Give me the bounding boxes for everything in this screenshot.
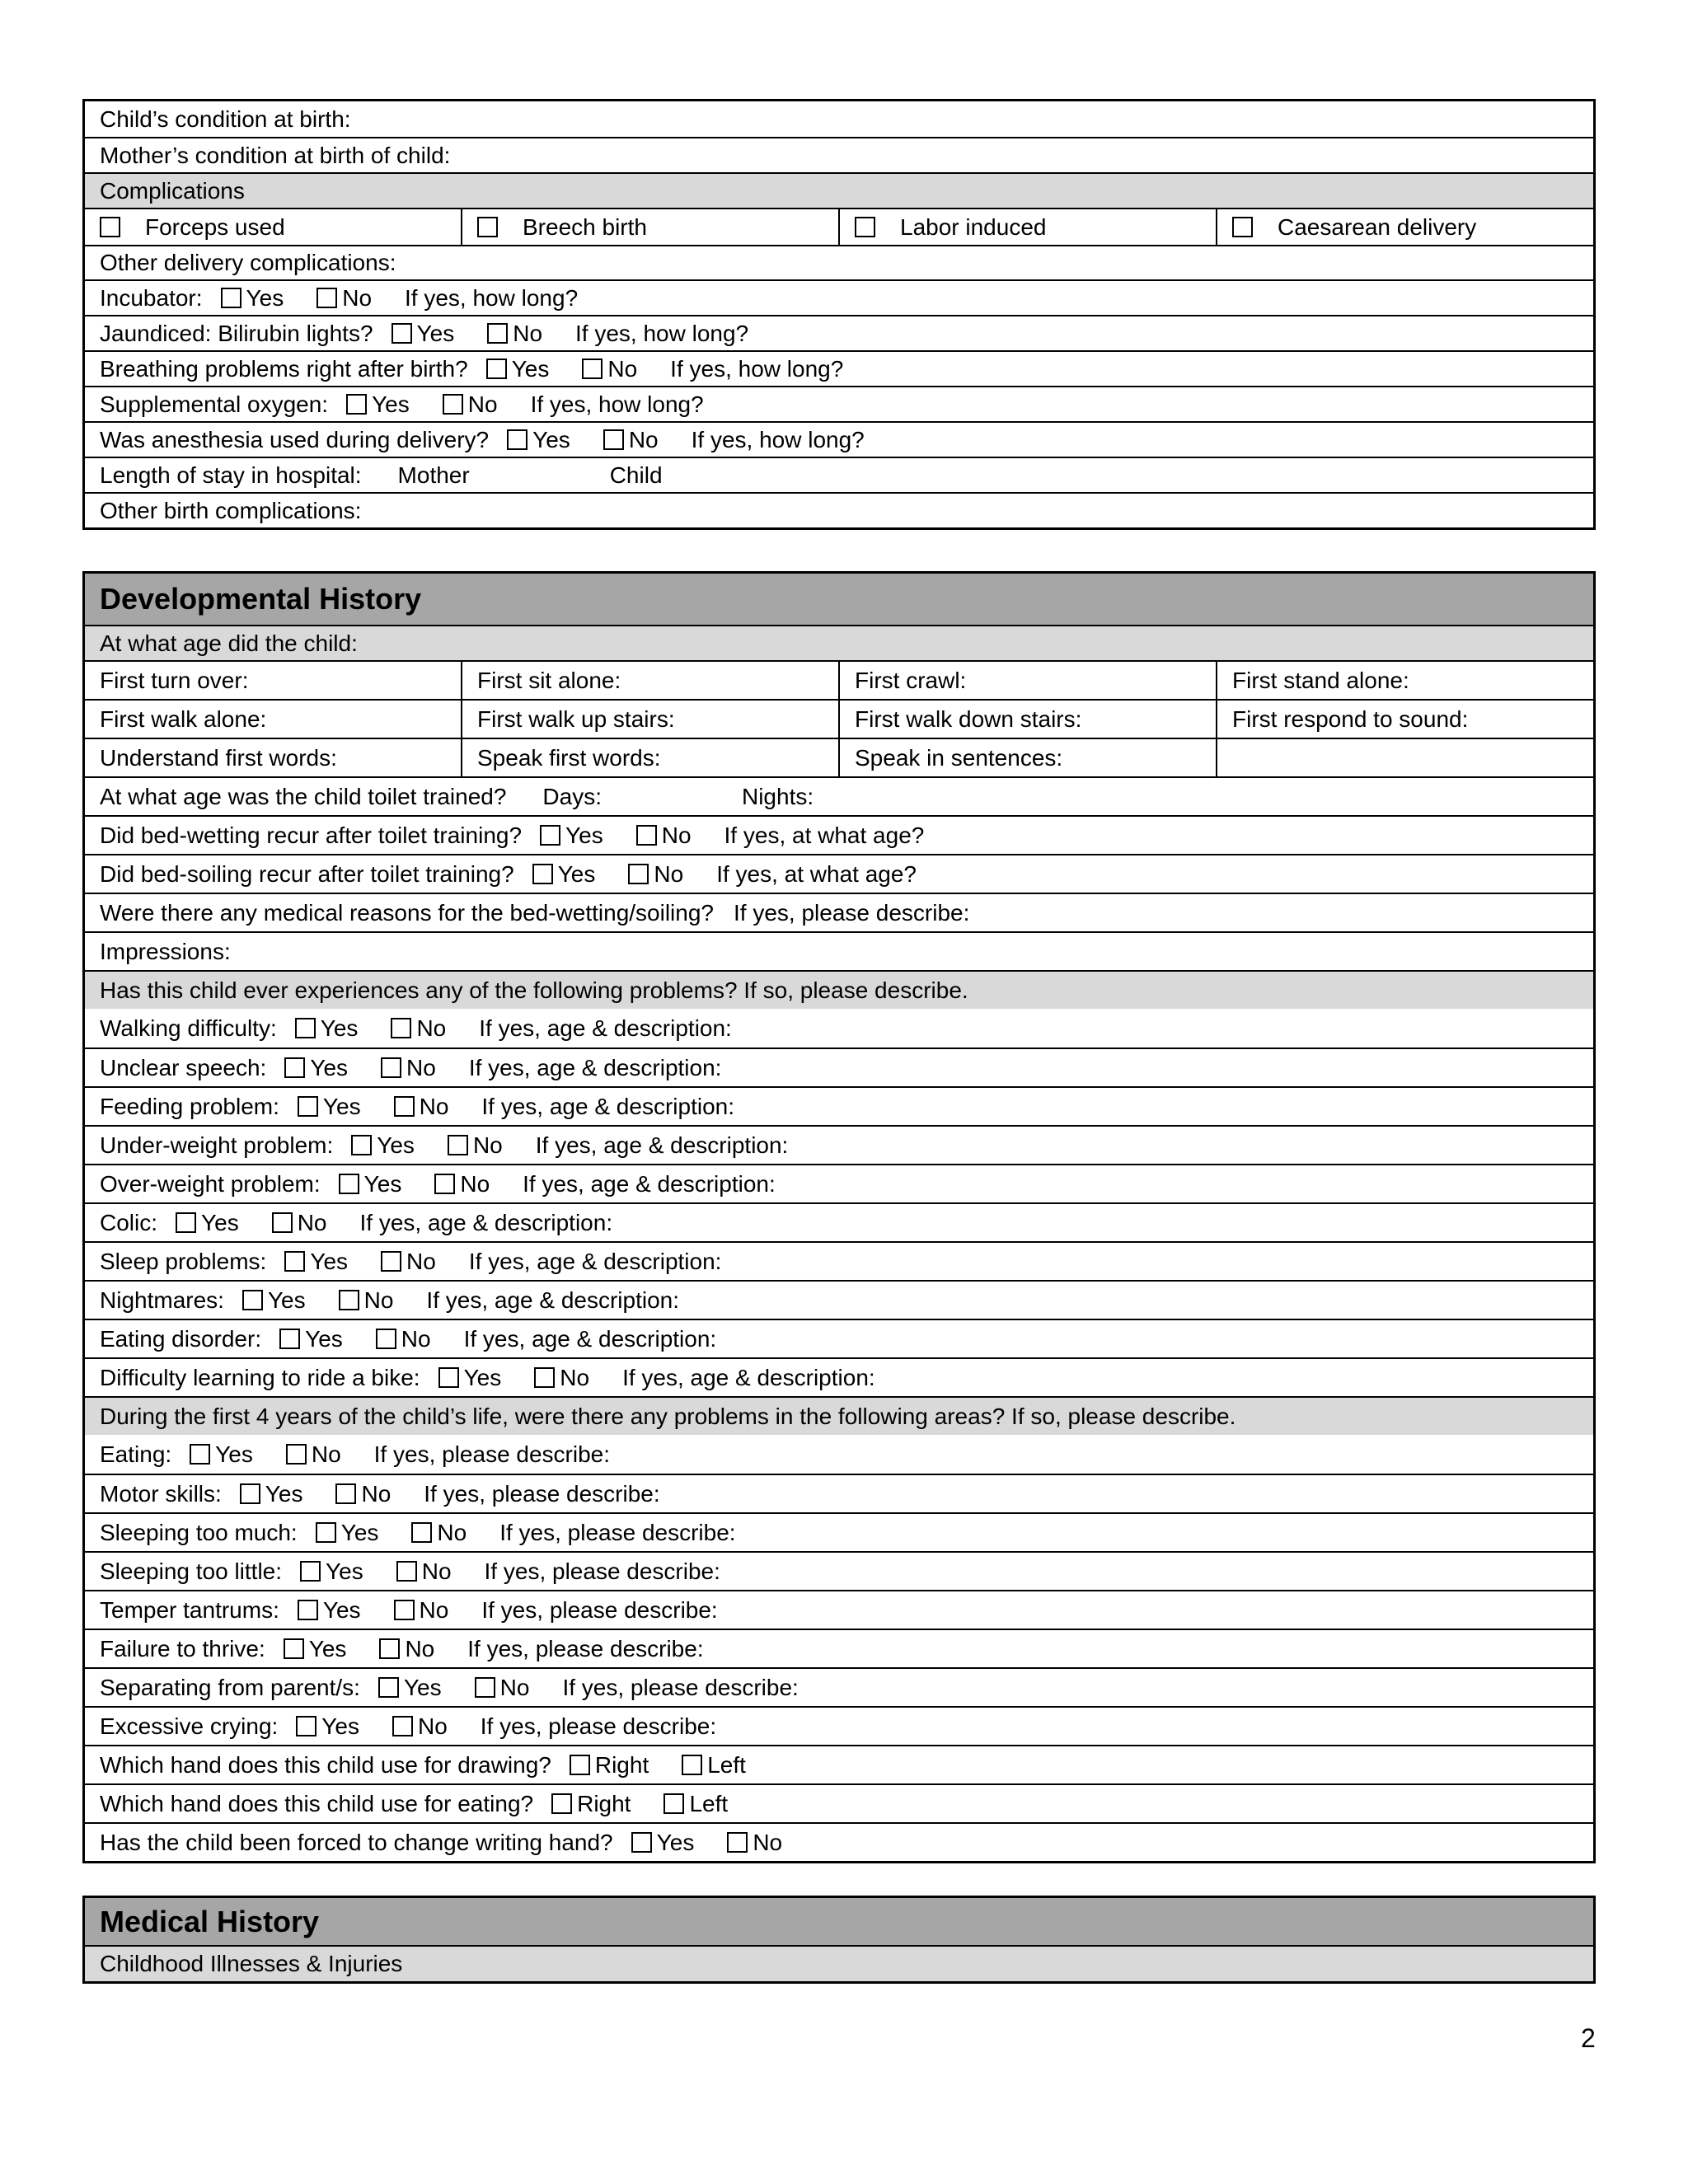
milestones-row-1	[85, 660, 1593, 699]
no-label: No	[419, 1596, 449, 1623]
problem-row	[85, 1009, 1593, 1047]
age-header	[85, 625, 1593, 660]
no-label: No	[437, 1519, 467, 1545]
problem-description-label: If yes, age & description:	[426, 1286, 680, 1313]
milestone-cell[interactable]: First respond to sound:	[1216, 701, 1593, 738]
no-label: No	[460, 1170, 490, 1197]
breech-cell	[461, 209, 838, 245]
area-label: Eating:	[100, 1441, 172, 1467]
oxygen-row	[85, 386, 1593, 421]
no-label: No	[753, 1829, 783, 1855]
area-row	[85, 1512, 1593, 1551]
no-label: No	[401, 1325, 431, 1352]
caesarean-label: Caesarean delivery	[1278, 213, 1477, 240]
jaundiced-yes-checkbox[interactable]	[392, 323, 412, 344]
milestone-cell[interactable]: Speak in sentences:	[838, 739, 1216, 776]
medical-reasons-row[interactable]	[85, 893, 1593, 931]
area-label: Temper tantrums:	[100, 1596, 279, 1623]
problem-label: Difficulty learning to ride a bike:	[100, 1364, 420, 1390]
yes-label: Yes	[403, 1674, 442, 1700]
problem-yes-checkbox[interactable]	[438, 1367, 459, 1388]
area-row	[85, 1667, 1593, 1706]
no-label: No	[607, 355, 638, 382]
yes-label: Yes	[215, 1441, 253, 1467]
problem-label: Feeding problem:	[100, 1093, 279, 1119]
milestone-cell[interactable]: Understand first words:	[100, 744, 337, 771]
length-of-stay-label: Length of stay in hospital:	[100, 462, 362, 488]
yes-label: Yes	[565, 822, 603, 848]
nights-label: Nights:	[741, 783, 814, 809]
area-yes-checkbox[interactable]	[300, 1561, 321, 1582]
milestones-row-2	[85, 699, 1593, 738]
problem-label: Over-weight problem:	[100, 1170, 321, 1197]
problem-yes-checkbox[interactable]	[295, 1018, 316, 1038]
hand-drawing-row	[85, 1745, 1593, 1783]
page-number: 2	[1581, 2023, 1596, 2053]
impressions-label: Impressions:	[100, 938, 231, 964]
problem-no-checkbox[interactable]	[534, 1367, 555, 1388]
area-description-label: If yes, please describe:	[480, 1713, 717, 1739]
no-label: No	[297, 1209, 327, 1235]
right-label: Right	[577, 1790, 631, 1816]
area-no-checkbox[interactable]	[411, 1522, 432, 1543]
problem-label: Eating disorder:	[100, 1325, 262, 1352]
caesarean-cell	[1216, 209, 1593, 245]
developmental-history-title-text: Developmental History	[100, 582, 422, 616]
no-label: No	[419, 1093, 449, 1119]
labor-induced-label: Labor induced	[900, 213, 1047, 240]
forced-yes-checkbox[interactable]	[631, 1832, 652, 1853]
problem-no-checkbox[interactable]	[448, 1135, 468, 1155]
area-description-label: If yes, please describe:	[484, 1558, 720, 1584]
milestone-cell[interactable]: First stand alone:	[1216, 662, 1593, 699]
yes-label: Yes	[321, 1713, 359, 1739]
milestone-cell[interactable]: First walk alone:	[100, 705, 267, 732]
problem-label: Walking difficulty:	[100, 1015, 277, 1041]
breech-label: Breech birth	[523, 213, 647, 240]
yes-label: Yes	[310, 1054, 349, 1080]
yes-label: Yes	[557, 860, 596, 887]
first4-header	[85, 1396, 1593, 1435]
yes-label: Yes	[326, 1558, 363, 1584]
developmental-history-title	[85, 574, 1593, 625]
yes-label: Yes	[511, 355, 550, 382]
area-yes-checkbox[interactable]	[190, 1444, 210, 1465]
at-what-age-label: If yes, at what age?	[724, 822, 925, 848]
area-row	[85, 1629, 1593, 1667]
area-row	[85, 1474, 1593, 1512]
yes-label: Yes	[310, 1248, 349, 1274]
area-label: Motor skills:	[100, 1480, 222, 1507]
how-long-label: If yes, how long?	[670, 355, 844, 382]
area-label: Sleeping too much:	[100, 1519, 298, 1545]
child-label: Child	[609, 462, 663, 488]
problem-yes-checkbox[interactable]	[279, 1329, 300, 1349]
left-label: Left	[707, 1751, 746, 1778]
problem-row	[85, 1241, 1593, 1280]
forceps-checkbox[interactable]	[100, 217, 120, 237]
problem-row	[85, 1086, 1593, 1125]
no-label: No	[421, 1558, 452, 1584]
problem-row	[85, 1357, 1593, 1396]
breathing-row	[85, 350, 1593, 386]
yes-label: Yes	[320, 1015, 359, 1041]
how-long-label: If yes, how long?	[530, 391, 704, 417]
bed-wetting-no-checkbox[interactable]	[636, 825, 657, 846]
complications-header-label: Complications	[100, 177, 245, 204]
milestone-cell[interactable]: Speak first words:	[461, 739, 838, 776]
area-yes-checkbox[interactable]	[240, 1483, 260, 1504]
hand-eating-row	[85, 1783, 1593, 1822]
area-label: Excessive crying:	[100, 1713, 279, 1739]
problem-label: Unclear speech:	[100, 1054, 267, 1080]
no-label: No	[472, 1132, 503, 1158]
problem-no-checkbox[interactable]	[376, 1329, 396, 1349]
problem-description-label: If yes, age & description:	[468, 1248, 722, 1274]
problem-yes-checkbox[interactable]	[284, 1057, 305, 1078]
length-of-stay-row[interactable]	[85, 457, 1593, 492]
other-birth-row[interactable]	[85, 492, 1593, 527]
problem-no-checkbox[interactable]	[394, 1096, 415, 1117]
complications-header	[85, 172, 1593, 208]
problem-description-label: If yes, age & description:	[479, 1015, 732, 1041]
problem-label: Colic:	[100, 1209, 158, 1235]
area-description-label: If yes, please describe:	[467, 1635, 704, 1661]
hand-eating-label: Which hand does this child use for eating?	[100, 1790, 534, 1816]
no-label: No	[499, 1674, 530, 1700]
problem-yes-checkbox[interactable]	[176, 1212, 196, 1233]
yes-label: Yes	[372, 391, 410, 417]
area-label: Failure to thrive:	[100, 1635, 265, 1661]
jaundiced-label: Jaundiced: Bilirubin lights?	[100, 320, 373, 346]
area-no-checkbox[interactable]	[394, 1600, 415, 1620]
milestone-cell[interactable]: First walk down stairs:	[838, 701, 1216, 738]
problem-description-label: If yes, age & description:	[535, 1132, 789, 1158]
problem-row	[85, 1202, 1593, 1241]
medical-history-table	[82, 1896, 1596, 1984]
yes-label: Yes	[532, 426, 570, 452]
area-description-label: If yes, please describe:	[499, 1519, 736, 1545]
milestone-cell[interactable]: First sit alone:	[461, 662, 838, 699]
problem-description-label: If yes, age & description:	[463, 1325, 717, 1352]
anesthesia-row	[85, 421, 1593, 457]
illnesses-header-label: Childhood Illnesses & Injuries	[100, 1951, 403, 1976]
labor-cell	[838, 209, 1216, 245]
area-description-label: If yes, please describe:	[562, 1674, 799, 1700]
area-no-checkbox[interactable]	[379, 1638, 400, 1659]
area-no-checkbox[interactable]	[335, 1483, 356, 1504]
problem-row	[85, 1280, 1593, 1319]
area-yes-checkbox[interactable]	[298, 1600, 318, 1620]
impressions-row[interactable]	[85, 931, 1593, 970]
problem-label: Sleep problems:	[100, 1248, 267, 1274]
problem-yes-checkbox[interactable]	[339, 1174, 359, 1194]
forced-change-row	[85, 1822, 1593, 1861]
problem-row	[85, 1319, 1593, 1357]
milestone-cell[interactable]: First turn over:	[100, 667, 249, 693]
yes-label: Yes	[363, 1170, 402, 1197]
right-label: Right	[594, 1751, 649, 1778]
problem-row	[85, 1125, 1593, 1164]
area-description-label: If yes, please describe:	[481, 1596, 718, 1623]
yes-label: Yes	[377, 1132, 415, 1158]
problem-no-checkbox[interactable]	[272, 1212, 293, 1233]
no-label: No	[417, 1713, 448, 1739]
no-label: No	[311, 1441, 341, 1467]
childs-condition-label: Child’s condition at birth:	[100, 105, 351, 132]
labor-induced-checkbox[interactable]	[855, 217, 875, 237]
jaundiced-no-checkbox[interactable]	[487, 323, 508, 344]
problem-description-label: If yes, age & description:	[359, 1209, 613, 1235]
yes-label: Yes	[322, 1093, 361, 1119]
oxygen-yes-checkbox[interactable]	[346, 394, 367, 415]
problem-yes-checkbox[interactable]	[298, 1096, 318, 1117]
forceps-cell	[85, 209, 461, 245]
mothers-condition-label: Mother’s condition at birth of child:	[100, 142, 451, 168]
problem-no-checkbox[interactable]	[434, 1174, 455, 1194]
yes-label: Yes	[305, 1325, 343, 1352]
yes-label: Yes	[463, 1364, 502, 1390]
no-label: No	[342, 284, 373, 311]
milestone-cell[interactable]: First crawl:	[838, 662, 1216, 699]
problem-description-label: If yes, age & description:	[622, 1364, 875, 1390]
problems-list	[85, 1009, 1593, 1396]
problem-no-checkbox[interactable]	[381, 1251, 401, 1272]
how-long-label: If yes, how long?	[405, 284, 579, 311]
days-label: Days:	[542, 783, 602, 809]
oxygen-label: Supplemental oxygen:	[100, 391, 329, 417]
area-yes-checkbox[interactable]	[316, 1522, 336, 1543]
areas-list	[85, 1435, 1593, 1745]
area-yes-checkbox[interactable]	[284, 1638, 304, 1659]
bed-wetting-label: Did bed-wetting recur after toilet training?	[100, 822, 523, 848]
bed-soiling-yes-checkbox[interactable]	[532, 864, 553, 884]
yes-label: Yes	[201, 1209, 239, 1235]
problem-no-checkbox[interactable]	[339, 1290, 359, 1310]
age-header-label: At what age did the child:	[100, 630, 358, 656]
hand-drawing-label: Which hand does this child use for drawing?	[100, 1751, 551, 1778]
breathing-label: Breathing problems right after birth?	[100, 355, 468, 382]
yes-label: Yes	[416, 320, 455, 346]
area-row	[85, 1590, 1593, 1629]
yes-label: Yes	[246, 284, 284, 311]
area-description-label: If yes, please describe:	[373, 1441, 611, 1467]
oxygen-no-checkbox[interactable]	[443, 394, 463, 415]
area-row	[85, 1551, 1593, 1590]
problem-description-label: If yes, age & description:	[481, 1093, 734, 1119]
area-yes-checkbox[interactable]	[378, 1677, 399, 1698]
breathing-no-checkbox[interactable]	[582, 359, 603, 379]
problem-description-label: If yes, age & description:	[468, 1054, 722, 1080]
medical-history-title	[85, 1898, 1593, 1945]
mother-label: Mother	[397, 462, 470, 488]
no-label: No	[661, 822, 692, 848]
incubator-yes-checkbox[interactable]	[221, 288, 241, 308]
milestone-cell-empty[interactable]	[1216, 739, 1593, 776]
no-label: No	[628, 426, 659, 452]
problem-yes-checkbox[interactable]	[284, 1251, 305, 1272]
problem-description-label: If yes, age & description:	[523, 1170, 776, 1197]
how-long-label: If yes, how long?	[575, 320, 749, 346]
problem-row	[85, 1047, 1593, 1086]
breathing-yes-checkbox[interactable]	[486, 359, 507, 379]
area-yes-checkbox[interactable]	[296, 1716, 316, 1736]
problems-header	[85, 970, 1593, 1009]
bed-wetting-yes-checkbox[interactable]	[540, 825, 560, 846]
yes-label: Yes	[267, 1286, 306, 1313]
yes-label: Yes	[656, 1829, 695, 1855]
anesthesia-label: Was anesthesia used during delivery?	[100, 426, 490, 452]
yes-label: Yes	[340, 1519, 379, 1545]
problem-label: Under-weight problem:	[100, 1132, 334, 1158]
no-label: No	[654, 860, 684, 887]
drawing-right-checkbox[interactable]	[570, 1755, 590, 1775]
other-birth-label: Other birth complications:	[100, 497, 362, 523]
medical-history-title-text: Medical History	[100, 1904, 320, 1938]
milestone-cell[interactable]: First walk up stairs:	[461, 701, 838, 738]
no-label: No	[467, 391, 498, 417]
no-label: No	[406, 1054, 436, 1080]
toilet-trained-label: At what age was the child toilet trained?	[100, 783, 507, 809]
illnesses-header	[85, 1945, 1593, 1981]
no-label: No	[560, 1364, 590, 1390]
problem-yes-checkbox[interactable]	[242, 1290, 263, 1310]
forced-change-label: Has the child been forced to change writing hand?	[100, 1829, 613, 1855]
problem-row	[85, 1164, 1593, 1202]
bed-soiling-label: Did bed-soiling recur after toilet training?	[100, 860, 514, 887]
area-no-checkbox[interactable]	[396, 1561, 417, 1582]
area-label: Separating from parent/s:	[100, 1674, 360, 1700]
no-label: No	[416, 1015, 447, 1041]
other-delivery-row[interactable]	[85, 245, 1593, 279]
area-label: Sleeping too little:	[100, 1558, 283, 1584]
area-no-checkbox[interactable]	[475, 1677, 495, 1698]
first4-header-label: During the first 4 years of the child’s life, were there any problems in the following areas? If so, please describe.	[100, 1403, 1236, 1429]
birth-table	[82, 99, 1596, 530]
incubator-row	[85, 279, 1593, 315]
jaundiced-row	[85, 315, 1593, 350]
mothers-condition-row[interactable]	[85, 137, 1593, 172]
bed-wetting-row	[85, 815, 1593, 854]
area-no-checkbox[interactable]	[286, 1444, 307, 1465]
problems-header-label: Has this child ever experiences any of the following problems? If so, please describe.	[100, 977, 968, 1003]
how-long-label: If yes, how long?	[691, 426, 865, 452]
no-label: No	[363, 1286, 394, 1313]
yes-label: Yes	[308, 1635, 347, 1661]
no-label: No	[513, 320, 543, 346]
problem-yes-checkbox[interactable]	[351, 1135, 372, 1155]
eating-right-checkbox[interactable]	[551, 1793, 572, 1814]
no-label: No	[361, 1480, 392, 1507]
area-row	[85, 1435, 1593, 1474]
developmental-history-table	[82, 571, 1596, 1863]
anesthesia-yes-checkbox[interactable]	[507, 429, 528, 450]
no-label: No	[406, 1248, 436, 1274]
problem-no-checkbox[interactable]	[391, 1018, 411, 1038]
area-row	[85, 1706, 1593, 1745]
problem-no-checkbox[interactable]	[381, 1057, 401, 1078]
problem-label: Nightmares:	[100, 1286, 224, 1313]
incubator-label: Incubator:	[100, 284, 203, 311]
drawing-left-checkbox[interactable]	[682, 1755, 702, 1775]
breech-checkbox[interactable]	[477, 217, 498, 237]
yes-label: Yes	[322, 1596, 361, 1623]
other-delivery-label: Other delivery complications:	[100, 250, 396, 275]
bed-soiling-row	[85, 854, 1593, 893]
left-label: Left	[689, 1790, 729, 1816]
please-describe-label: If yes, please describe:	[734, 899, 970, 926]
forceps-label: Forceps used	[145, 213, 285, 240]
anesthesia-no-checkbox[interactable]	[603, 429, 624, 450]
eating-left-checkbox[interactable]	[663, 1793, 684, 1814]
medical-reasons-label: Were there any medical reasons for the bed-wetting/soiling?	[100, 899, 714, 926]
no-label: No	[405, 1635, 435, 1661]
at-what-age-label: If yes, at what age?	[716, 860, 917, 887]
incubator-no-checkbox[interactable]	[316, 288, 337, 308]
area-no-checkbox[interactable]	[392, 1716, 413, 1736]
toilet-trained-row[interactable]	[85, 776, 1593, 815]
childs-condition-row[interactable]	[85, 101, 1593, 137]
yes-label: Yes	[265, 1480, 303, 1507]
caesarean-checkbox[interactable]	[1232, 217, 1253, 237]
complications-options-row	[85, 208, 1593, 245]
area-description-label: If yes, please describe:	[424, 1480, 660, 1507]
bed-soiling-no-checkbox[interactable]	[628, 864, 649, 884]
forced-no-checkbox[interactable]	[727, 1832, 748, 1853]
milestones-row-3	[85, 738, 1593, 776]
